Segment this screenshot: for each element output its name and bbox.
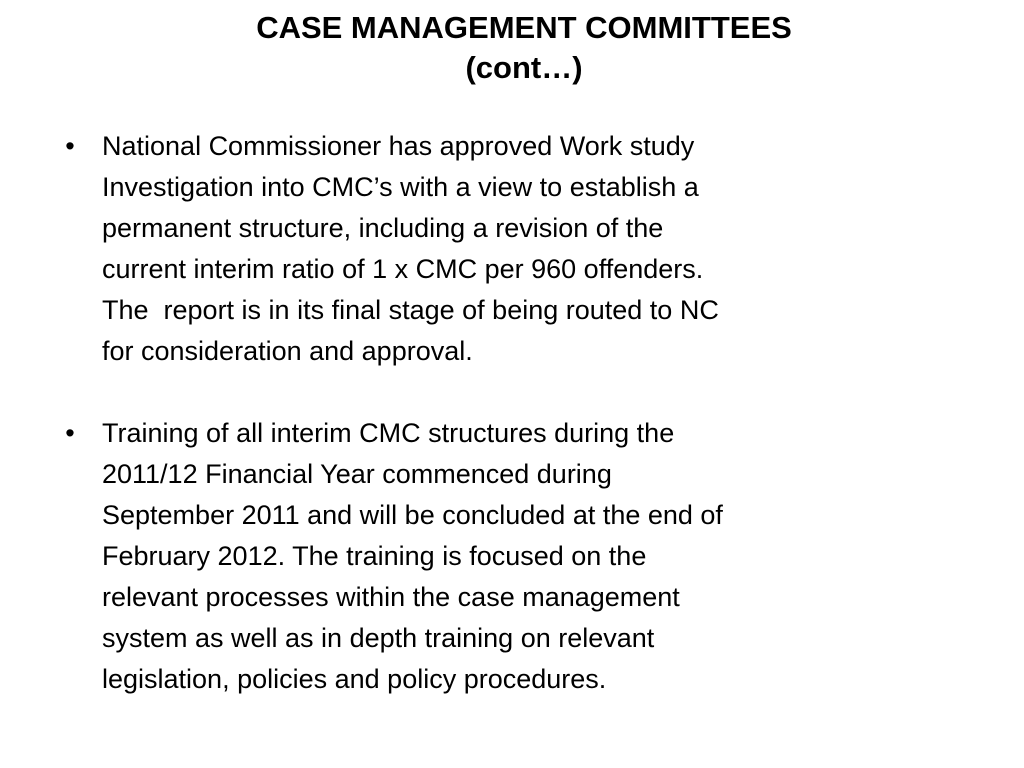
bullet-line: permanent structure, including a revision of the — [102, 213, 664, 243]
bullet-text — [102, 126, 900, 372]
bullet-line: current interim ratio of 1 x CMC per 960 offenders. — [102, 254, 704, 284]
bullet-line: 2011/12 Financial Year commenced during — [102, 459, 612, 489]
bullet-text — [102, 413, 900, 700]
bullet-line: The report is in its final stage of being routed to NC — [102, 295, 719, 325]
bullet-line: National Commissioner has approved Work study — [102, 131, 695, 161]
bullet-item-work-study — [60, 126, 900, 372]
slide-title-line-1: CASE MANAGEMENT COMMITTEES — [256, 10, 792, 45]
bullet-line: February 2012. The training is focused on the — [102, 541, 647, 571]
slide-title — [0, 8, 1024, 88]
bullet-mark: • — [65, 418, 75, 448]
bullet-line: Investigation into CMC’s with a view to establish a — [102, 172, 699, 202]
bullet-line: September 2011 and will be concluded at the end of — [102, 500, 723, 530]
bullet-line: legislation, policies and policy procedures. — [102, 664, 607, 694]
bullet-line: system as well as in depth training on relevant — [102, 623, 655, 653]
bullet-list — [60, 126, 900, 700]
slide-title-line-2: (cont…) — [465, 50, 583, 85]
bullet-line: for consideration and approval. — [102, 336, 473, 366]
bullet-item-training — [60, 413, 900, 700]
bullet-line: Training of all interim CMC structures during the — [102, 418, 675, 448]
bullet-line: relevant processes within the case management — [102, 582, 680, 612]
bullet-mark: • — [65, 131, 75, 161]
